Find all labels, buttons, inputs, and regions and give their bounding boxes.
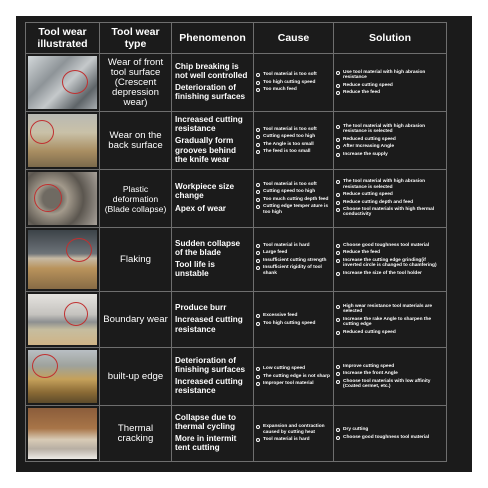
cause-item: Tool material is hard — [263, 437, 310, 443]
cause-item: Too much feed — [263, 87, 297, 93]
bullet-icon — [336, 372, 340, 376]
wear-type: Plastic deformation (Blade collapse) — [100, 170, 172, 228]
phenomenon-cell — [172, 112, 254, 170]
solution-item: Reduce cutting speed — [343, 82, 393, 88]
tool-wear-table — [25, 22, 447, 462]
cause-cell — [254, 170, 334, 228]
list-item — [256, 80, 331, 85]
bullet-icon — [336, 436, 340, 440]
cause-item: Insufficient rigidity of tool shank — [263, 265, 322, 276]
phenomenon-cell — [172, 348, 254, 406]
header-row — [26, 23, 447, 54]
bullet-icon — [336, 84, 340, 88]
cause-item: Cutting edge temper ature is too high — [263, 204, 329, 215]
wear-type: Boundary wear — [100, 292, 172, 348]
wear-type: Wear of front tool surface (Crescent depression wear) — [100, 54, 172, 112]
phenomenon-item: More in intermit tent cutting — [175, 434, 237, 453]
cause-item: Too much cutting depth feed — [263, 196, 329, 202]
list-item — [256, 87, 331, 92]
boundary-wear-photo — [28, 294, 97, 345]
list-item — [256, 182, 331, 187]
bullet-icon — [256, 367, 260, 371]
bullet-icon — [256, 143, 260, 147]
header-solution: Solution — [334, 23, 447, 54]
cause-item: The feed is too small — [263, 148, 311, 154]
bullet-icon — [256, 198, 260, 202]
bullet-icon — [256, 205, 260, 209]
list-item — [336, 364, 444, 369]
crescent-wear-photo — [28, 56, 97, 109]
phenomenon-item: Chip breaking is not well controlled — [175, 61, 248, 80]
cause-item: The Angle is too small — [263, 141, 314, 147]
cause-item: Cutting speed too high — [263, 189, 316, 195]
cause-item: Tool material is hard — [263, 242, 310, 248]
solution-item: Improve cutting speed — [343, 363, 395, 369]
solution-item: Choose good toughness tool material — [343, 242, 430, 248]
phenomenon-cell — [172, 292, 254, 348]
bullet-icon — [336, 193, 340, 197]
flaking-photo — [28, 230, 97, 289]
bullet-icon — [256, 382, 260, 386]
cause-item: Tool material is too soft — [263, 126, 317, 132]
table-row — [26, 292, 447, 348]
phenomenon-item: Gradually form grooves behind the knife wear — [175, 136, 236, 164]
list-item — [336, 200, 444, 205]
list-item — [336, 271, 444, 276]
list-item — [336, 83, 444, 88]
list-item — [256, 250, 331, 255]
solution-item: Reduced cutting speed — [343, 329, 396, 335]
list-item — [256, 142, 331, 147]
bullet-icon — [256, 314, 260, 318]
phenomenon-item: Increased cutting resistance — [175, 315, 243, 334]
bullet-icon — [336, 208, 340, 212]
built-up-edge-photo — [28, 350, 97, 403]
header-phenomenon: Phenomenon — [172, 23, 254, 54]
illustration-cell — [26, 54, 100, 112]
phenomenon-cell — [172, 228, 254, 292]
cause-cell — [254, 112, 334, 170]
list-item — [336, 192, 444, 197]
header-type: Tool wear type — [100, 23, 172, 54]
list-item — [336, 304, 444, 315]
phenomenon-item: Deterioration of finishing surfaces — [175, 355, 246, 374]
solution-item: Increase the supply — [343, 151, 388, 157]
list-item — [336, 250, 444, 255]
bullet-icon — [256, 81, 260, 85]
solution-item: After Increasing Angle — [343, 144, 394, 150]
solution-cell — [334, 406, 447, 462]
list-item — [256, 72, 331, 77]
cause-cell — [254, 228, 334, 292]
bullet-icon — [256, 425, 260, 429]
solution-item: Choose tool materials with high thermal conductivity — [343, 206, 435, 218]
list-item — [336, 317, 444, 328]
bullet-icon — [256, 135, 260, 139]
solution-cell — [334, 112, 447, 170]
list-item — [336, 90, 444, 95]
bullet-icon — [336, 91, 340, 95]
solution-item: Reduce the feed — [343, 250, 381, 256]
wear-type: Thermal cracking — [100, 406, 172, 462]
bullet-icon — [336, 251, 340, 255]
phenomenon-item: Workpiece size change — [175, 182, 235, 201]
illustration-cell — [26, 112, 100, 170]
cause-cell — [254, 54, 334, 112]
phenomenon-item: Collapse due to thermal cycling — [175, 412, 236, 431]
list-item — [336, 258, 444, 269]
bullet-icon — [256, 73, 260, 77]
bullet-icon — [336, 138, 340, 142]
list-item — [256, 313, 331, 318]
solution-item: The tool material with high abrasion resistance is selected — [343, 123, 426, 135]
cause-item: Large feed — [263, 250, 288, 256]
illustration-cell — [26, 292, 100, 348]
cause-item: Low cutting speed — [263, 366, 306, 372]
bullet-icon — [336, 318, 340, 322]
solution-item: Use tool material with high abrasion resistance — [343, 69, 426, 81]
solution-item: High wear resistance tool materials are selected — [343, 303, 433, 315]
phenomenon-item: Sudden collapse of the blade — [175, 238, 241, 257]
cause-item: The cutting edge is not sharp — [263, 373, 330, 379]
list-item — [256, 258, 331, 263]
cause-item: Cutting speed too high — [263, 134, 316, 140]
bullet-icon — [256, 88, 260, 92]
cause-cell — [254, 292, 334, 348]
illustration-cell — [26, 348, 100, 406]
list-item — [336, 70, 444, 81]
solution-item: Choose good toughness tool material — [343, 434, 430, 440]
bullet-icon — [336, 244, 340, 248]
solution-cell — [334, 228, 447, 292]
phenomenon-cell — [172, 406, 254, 462]
list-item — [256, 321, 331, 326]
bullet-icon — [256, 150, 260, 154]
list-item — [336, 124, 444, 135]
solution-item: Reduce cutting speed — [343, 192, 393, 198]
bullet-icon — [336, 201, 340, 205]
bullet-icon — [336, 259, 340, 263]
list-item — [336, 144, 444, 149]
solution-item: Increase the front Angle — [343, 371, 398, 377]
cause-item: Tool material is too soft — [263, 181, 317, 187]
cause-cell — [254, 406, 334, 462]
phenomenon-item: Apex of wear — [175, 203, 226, 213]
bullet-icon — [256, 438, 260, 442]
solution-item: Reduced cutting speed — [343, 136, 396, 142]
list-item — [256, 437, 331, 442]
list-item — [336, 435, 444, 440]
bullet-icon — [256, 183, 260, 187]
solution-cell — [334, 54, 447, 112]
list-item — [256, 149, 331, 154]
bullet-icon — [256, 244, 260, 248]
illustration-cell — [26, 228, 100, 292]
table-row — [26, 112, 447, 170]
list-item — [336, 379, 444, 390]
phenomenon-item: Increased cutting resistance — [175, 114, 243, 134]
bullet-icon — [336, 145, 340, 149]
bullet-icon — [336, 305, 340, 309]
bullet-icon — [256, 322, 260, 326]
bullet-icon — [336, 365, 340, 369]
wear-type: built-up edge — [100, 348, 172, 406]
list-item — [336, 179, 444, 190]
bullet-icon — [256, 190, 260, 194]
list-item — [256, 134, 331, 139]
solution-item: Reduce cutting depth and feed — [343, 199, 414, 205]
list-item — [256, 197, 331, 202]
cause-item: Too high cutting speed — [263, 79, 316, 85]
cause-item: Too high cutting speed — [263, 320, 316, 326]
bullet-icon — [336, 153, 340, 157]
list-item — [256, 265, 331, 276]
wear-type: Flaking — [100, 228, 172, 292]
bullet-icon — [336, 380, 340, 384]
cause-item: Tool material is too soft — [263, 72, 317, 78]
bullet-icon — [256, 259, 260, 263]
phenomenon-item: Increased cutting resistance — [175, 377, 243, 396]
table-row — [26, 348, 447, 406]
phenomenon-cell — [172, 170, 254, 228]
illustration-cell — [26, 170, 100, 228]
bullet-icon — [336, 71, 340, 75]
list-item — [256, 374, 331, 379]
list-item — [256, 243, 331, 248]
phenomenon-item: Deterioration of finishing surfaces — [175, 83, 246, 102]
solution-item: The tool material with high abrasion resistance is selected — [343, 179, 426, 190]
bullet-icon — [336, 272, 340, 276]
table-row — [26, 406, 447, 462]
list-item — [336, 207, 444, 218]
solution-item: Reduce the feed — [343, 89, 381, 95]
bullet-icon — [256, 375, 260, 379]
list-item — [256, 127, 331, 132]
list-item — [336, 371, 444, 376]
list-item — [336, 152, 444, 157]
solution-item: Increase the cutting edge grinding(if inverted circle is changed to chamfering) — [343, 257, 437, 269]
list-item — [256, 204, 331, 215]
solution-item: Dry cutting — [343, 427, 369, 433]
bullet-icon — [336, 180, 340, 184]
thermal-cracking-photo — [28, 408, 97, 459]
solution-item: Increase the size of the tool holder — [343, 270, 422, 276]
flank-wear-photo — [28, 114, 97, 167]
bullet-icon — [336, 125, 340, 129]
phenomenon-item: Produce burr — [175, 303, 227, 313]
list-item — [256, 366, 331, 371]
header-illustrated: Tool wear illustrated — [26, 23, 100, 54]
bullet-icon — [336, 428, 340, 432]
table-row — [26, 228, 447, 292]
cause-cell — [254, 348, 334, 406]
list-item — [336, 243, 444, 248]
bullet-icon — [256, 266, 260, 270]
cause-item: Excessive feed — [263, 313, 298, 319]
bullet-icon — [256, 128, 260, 132]
solution-item: Choose tool materials with low affinity (Coated cermet, etc.) — [343, 378, 431, 389]
solution-cell — [334, 292, 447, 348]
phenomenon-cell — [172, 54, 254, 112]
bullet-icon — [336, 331, 340, 335]
solution-cell — [334, 348, 447, 406]
list-item — [256, 189, 331, 194]
cause-item: Improper tool material — [263, 381, 314, 387]
header-cause: Cause — [254, 23, 334, 54]
wear-type: Wear on the back surface — [100, 112, 172, 170]
table-row — [26, 54, 447, 112]
list-item — [336, 427, 444, 432]
plastic-deformation-photo — [28, 172, 97, 225]
cause-item: Insufficient cutting strength — [263, 257, 327, 263]
list-item — [256, 424, 331, 435]
bullet-icon — [256, 251, 260, 255]
list-item — [336, 137, 444, 142]
phenomenon-item: Tool life is unstable — [175, 260, 215, 279]
table-row — [26, 170, 447, 228]
list-item — [336, 330, 444, 335]
illustration-cell — [26, 406, 100, 462]
cause-item: Expansion and contraction caused by cutting heat — [263, 424, 325, 435]
solution-item: Increase the rake Angle to sharpen the cutting edge — [343, 316, 432, 328]
list-item — [256, 381, 331, 386]
solution-cell — [334, 170, 447, 228]
